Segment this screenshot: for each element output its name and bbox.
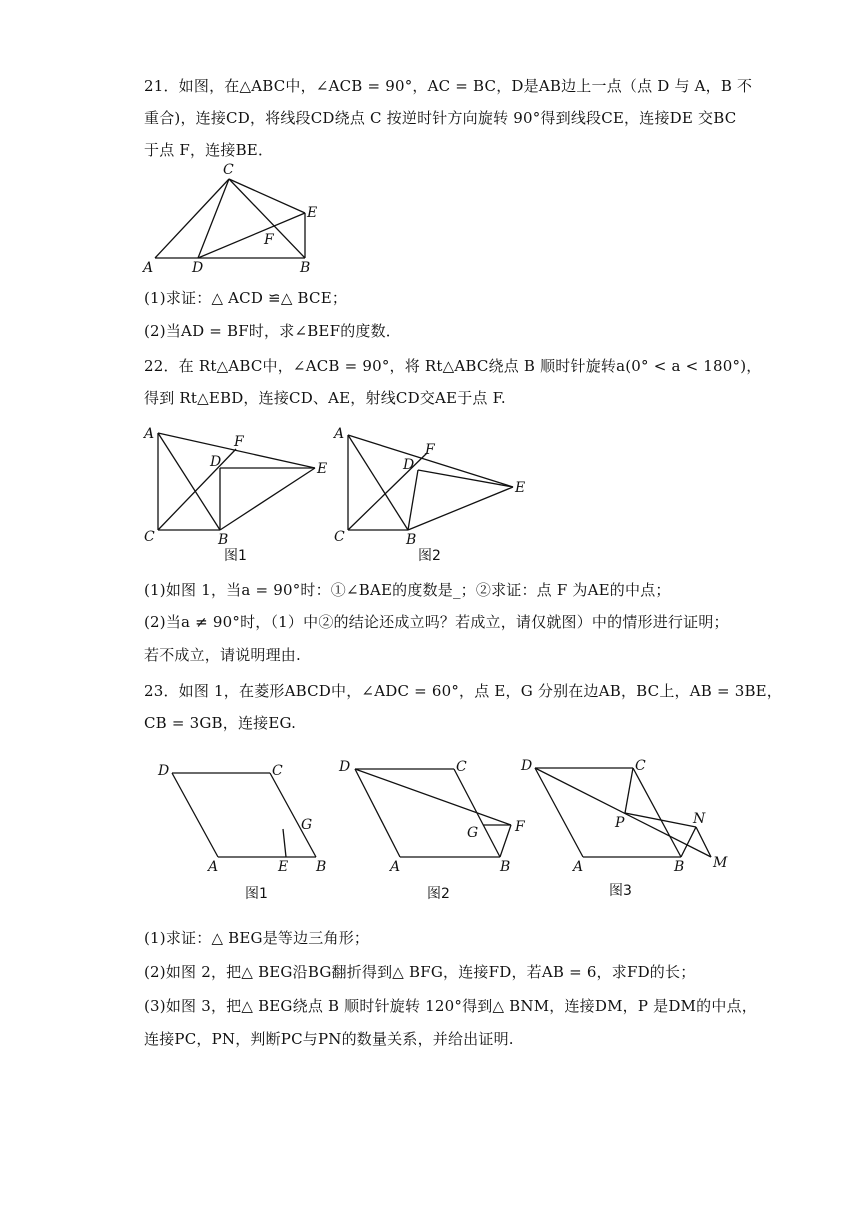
q21-figure xyxy=(140,160,340,280)
q23-fig3-label-N: N xyxy=(693,811,706,827)
q22-sub2-line-1: (2)当a ≠ 90°时，（1）中②的结论还成立吗？若成立，请仅就图）中的情形进行证明； xyxy=(144,613,729,631)
q23-caption-2: 图2 xyxy=(427,886,450,902)
q23-fig3-label-B: B xyxy=(674,859,685,875)
q22-fig1-label-C: C xyxy=(144,529,155,545)
q23-fig3-segments xyxy=(535,768,711,857)
q23-fig2-segments xyxy=(355,769,511,857)
q23-fig2-label-A: A xyxy=(390,859,401,875)
q23-fig1-label-E: E xyxy=(278,859,289,875)
q21-label-C: C xyxy=(223,162,234,178)
q23-caption-1: 图1 xyxy=(245,886,268,902)
q23-fig2-label-D: D xyxy=(339,759,351,775)
q22-figure-2 xyxy=(330,420,540,565)
q23-fig3-label-C: C xyxy=(635,758,646,774)
q23-fig3-label-D: D xyxy=(521,758,533,774)
q21-line-2: 重合)，连接CD，将线段CD绕点 C 按逆时针方向旋转 90°得到线段CE，连接DE 交BC xyxy=(144,109,737,127)
q23-figure-1 xyxy=(150,755,330,905)
q21-label-D: D xyxy=(192,260,204,276)
q21-label-F: F xyxy=(264,232,274,248)
q23-caption-3: 图3 xyxy=(609,883,632,899)
q23-sub3-line-2: 连接PC，PN，判断PC与PN的数量关系，并给出证明. xyxy=(144,1030,514,1048)
q23-figure-2 xyxy=(335,755,535,905)
q22-caption-2: 图2 xyxy=(418,548,441,564)
q21-label-E: E xyxy=(307,205,318,221)
q23-fig1-label-D: D xyxy=(158,763,170,779)
q23-sub2: (2)如图 2，把△ BEG沿BG翻折得到△ BFG，连接FD，若AB = 6，求FD的长； xyxy=(144,963,696,981)
q21-sub2: (2)当AD = BF时，求∠BEF的度数． xyxy=(144,322,401,340)
q23-fig1-segments xyxy=(172,773,316,857)
q23-fig1-label-G: G xyxy=(301,817,313,833)
q22-fig2-label-B: B xyxy=(406,532,417,548)
q23-fig2-label-F: F xyxy=(515,819,525,835)
q23-fig2-label-C: C xyxy=(456,759,467,775)
q23-fig3-label-P: P xyxy=(615,815,625,831)
q22-fig1-label-B: B xyxy=(218,532,229,548)
q23-fig1-label-A: A xyxy=(208,859,219,875)
q22-line-1: 22．在 Rt△ABC中，∠ACB = 90°，将 Rt△ABC绕点 B 顺时针旋转a(0° < a < 180°)， xyxy=(144,357,762,375)
q23-line-2: CB = 3GB，连接EG. xyxy=(144,714,297,732)
q21-line-1: 21．如图，在△ABC中，∠ACB = 90°，AC = BC，D是AB边上一点（点 D 与 A，B 不 xyxy=(144,77,753,95)
q21-segments xyxy=(155,179,305,258)
q23-sub1: (1)求证：△ BEG是等边三角形； xyxy=(144,929,370,947)
q22-fig2-label-C: C xyxy=(334,529,345,545)
q23-figure-3 xyxy=(515,755,730,905)
q21-sub1: (1)求证：△ ACD ≌△ BCE； xyxy=(144,289,348,307)
q23-fig2-label-G: G xyxy=(467,825,479,841)
q22-fig2-label-A: A xyxy=(334,426,345,442)
q23-sub3-line-1: (3)如图 3，把△ BEG绕点 B 顺时针旋转 120°得到△ BNM，连接DM，P 是DM的中点， xyxy=(144,997,757,1015)
q23-fig3-label-M: M xyxy=(713,855,728,871)
q23-fig1-label-C: C xyxy=(272,763,283,779)
q22-line-2: 得到 Rt△EBD，连接CD、AE，射线CD交AE于点 F. xyxy=(144,389,506,407)
q21-line-3: 于点 F，连接BE． xyxy=(144,141,274,159)
q22-caption-1: 图1 xyxy=(224,548,247,564)
q22-fig2-label-E: E xyxy=(515,480,526,496)
q22-fig2-label-D: D xyxy=(403,457,415,473)
q23-fig2-label-B: B xyxy=(500,859,511,875)
q22-sub1: (1)如图 1，当a = 90°时：①∠BAE的度数是_；②求证：点 F 为AE的中点； xyxy=(144,581,671,599)
q22-fig1-label-A: A xyxy=(144,426,155,442)
q22-fig1-label-F: F xyxy=(234,434,244,450)
q21-label-B: B xyxy=(300,260,311,276)
q22-fig1-label-D: D xyxy=(210,454,222,470)
q23-line-1: 23．如图 1，在菱形ABCD中，∠ADC = 60°，点 E，G 分别在边AB，BC上，AB = 3BE， xyxy=(144,682,783,700)
q22-figure-1 xyxy=(140,420,340,565)
q23-fig1-label-B: B xyxy=(316,859,327,875)
q23-fig3-label-A: A xyxy=(573,859,584,875)
q21-label-A: A xyxy=(143,260,154,276)
q22-fig1-label-E: E xyxy=(317,461,328,477)
q22-fig2-label-F: F xyxy=(425,442,435,458)
q22-sub2-line-2: 若不成立，请说明理由. xyxy=(144,646,301,664)
